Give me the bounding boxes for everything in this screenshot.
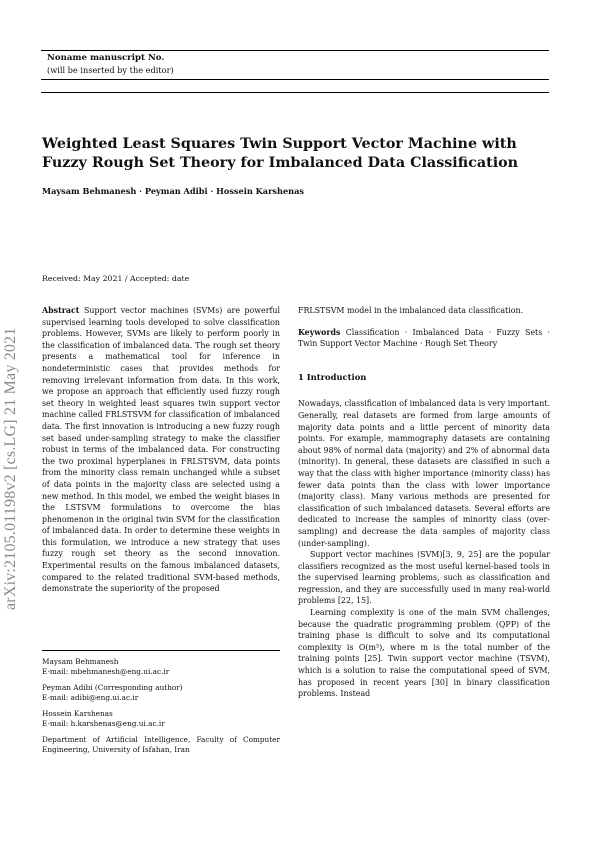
keywords-text: Classification · Imbalanced Data · Fuzzy Sets · Twin Support Vector Machine · Rough Set Theory: [298, 327, 550, 349]
abstract-heading: Abstract: [42, 306, 80, 315]
department: Department of Artificial Intelligence, Faculty of Computer Engineering, University of Isfahan, Iran: [42, 735, 280, 754]
paper-title: [42, 135, 552, 173]
manuscript-number: Noname manuscript No.: [47, 53, 165, 63]
arxiv-stamp: arXiv:2105.01198v2 [cs.LG] 21 May 2021: [2, 327, 19, 610]
affiliation-3: [42, 709, 280, 728]
author-name: Peyman Adibi (Corresponding author): [42, 683, 183, 692]
footnote-rule: [42, 650, 280, 651]
author-email: E-mail: mbehmanesh@eng.ui.ac.ir: [42, 666, 170, 676]
abstract-left: [42, 305, 280, 595]
section-heading: 1 Introduction: [298, 371, 367, 382]
authors: Maysam Behmanesh · Peyman Adibi · Hossein Karshenas: [42, 186, 305, 196]
title-line-2: Fuzzy Rough Set Theory for Imbalanced Data Classification: [42, 155, 519, 171]
intro-paragraph-1: Nowadays, classification of imbalanced data is very important. Generally, real datasets are formed from large amounts of majority data points and a little percent of minority data points. For example, mammography datasets are containing about 98% of normal data (majority) and 2% of abnormal data (minority). In general, these datasets are classified in such a way that the class with higher importance (minority class) has fewer data points than the class with lower importance (majority class). Many various methods are presented for classification of such imbalanced datasets. Several efforts are dedicated to increase the samples of minority class (over-sampling) and decrease the data samples of majority class (under-sampling).: [298, 399, 550, 548]
affiliation-2: [42, 683, 280, 702]
abstract-continued: FRLSTSVM model in the imbalanced data classification.: [298, 306, 524, 315]
affiliation-1: [42, 657, 280, 676]
received-date: Received: May 2021 / Accepted: date: [42, 274, 190, 283]
intro-paragraph-3: Learning complexity is one of the main SVM challenges, because the quadratic programming problem (QPP) of the training phase is difficult to solve and its computational complexity is O(m³), where m is the total number of the training points [25]. Twin support vector machine (TSVM), which is a solution to raise the computational speed of SVM, has proposed in recent years [30] in binary classification problems. Instead: [298, 608, 550, 699]
abstract-text: Support vector machines (SVMs) are powerful supervised learning tools developed to solve classification problems. However, SVMs are likely to perform poorly in the classification of imbalanced data. The rough set theory presents a mathematical tool for inference in nondeterministic cases that provides methods for removing irrelevant information from data. In this work, we propose an approach that efficiently used fuzzy rough set theory in weighted least squares twin support vector machine called FRLSTSVM for classification of imbalanced data. The first innovation is introducing a new fuzzy rough set based under-sampling strategy to make the classifier robust in terms of the imbalanced data. For constructing the two proximal hyperplanes in FRLSTSVM, data points from the minority class remain unchanged while a subset of data points in the majority class are selected using a new method. In this model, we embed the weight biases in the LSTSVM formulations to overcome the bias phenomenon in the original twin SVM for the classification of imbalanced data. In order to determine these weights in this formulation, we introduce a new strategy that uses fuzzy rough set theory as the second innovation. Experimental results on the famous imbalanced datasets, compared to the related traditional SVM-based methods, demonstrate the superiority of the proposed: [42, 306, 280, 594]
editor-note: (will be inserted by the editor): [47, 65, 174, 75]
title-line-1: Weighted Least Squares Twin Support Vector Machine with: [42, 136, 517, 152]
manuscript-header: [41, 50, 549, 80]
author-name: Hossein Karshenas: [42, 709, 113, 718]
author-name: Maysam Behmanesh: [42, 657, 119, 666]
header-rule: [41, 92, 549, 93]
keywords-heading: Keywords: [298, 327, 341, 337]
right-column: [298, 305, 550, 700]
author-email: E-mail: adibi@eng.ui.ac.ir: [42, 692, 139, 702]
author-email: E-mail: h.karshenas@eng.ui.ac.ir: [42, 718, 165, 728]
intro-paragraph-2: Support vector machines (SVM)[3, 9, 25] are the popular classifiers recognized as the most useful kernel-based tools in the supervised learning problems, such as classification and regression, and they are successfully used in many real-world problems [22, 15].: [298, 550, 550, 606]
